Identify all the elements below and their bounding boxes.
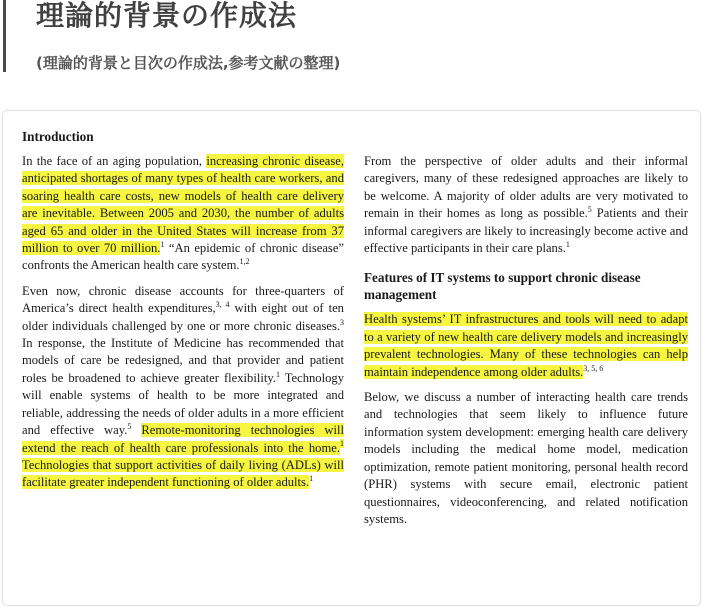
citation: 1,2 <box>239 257 250 267</box>
text-run: From the perspective of older adults and their informal caregivers, many of these redesigned approaches are likely to be welcome. A majority of older adults are very motivated to remain in their homes as long as possible. <box>364 154 688 221</box>
citation: 5 <box>587 205 592 215</box>
text-run: Technology will enable systems of health to be more integrated and reliable, addressing the needs of older adults in a more efficient and effective way. <box>22 370 344 438</box>
citation: 3, 5, 6 <box>583 363 604 373</box>
text-run: Even now, chronic disease accounts for three-quarters of America’s direct health expenditures, <box>22 283 344 316</box>
citation: 1 <box>565 239 570 249</box>
highlighted-text: increasing chronic disease, anticipated shortages of many types of health care workers, and soaring health care costs, new models of health care delivery are inevitable. Between 2005 and 2030, the number of adults aged 65 and older in the United States will increase from 37 million to over 70 million. <box>22 154 344 256</box>
citation: 3 <box>340 317 344 327</box>
highlighted-text: Health systems’ IT infrastructures and tools will need to adapt to a variety of new health care delivery models and increasingly prevalent technologies. Many of these technologies can help maintain independence among older adults. <box>364 312 688 379</box>
paragraph <box>364 153 688 257</box>
citation: 1 <box>160 239 165 249</box>
citation: 1 <box>309 474 314 484</box>
text-run <box>131 423 141 437</box>
section-heading-introduction: Introduction <box>22 129 94 144</box>
text-run: with eight out of ten older individuals challenged by one or more chronic diseases. <box>22 301 344 333</box>
header-accent-bar <box>3 0 6 72</box>
citation: 5 <box>127 421 132 431</box>
paragraph <box>22 153 344 275</box>
citation: 1 <box>340 439 344 449</box>
citation: 1 <box>275 369 280 379</box>
citation: 3, 4 <box>215 300 230 310</box>
page-subtitle: (理論的背景と目次の作成法,参考文献の整理) <box>36 54 341 72</box>
right-column <box>364 128 688 536</box>
highlighted-text: Remote-monitoring technologies will extend the reach of health care professionals into the home. <box>22 423 344 455</box>
paragraph: Below, we discuss a number of interacting health care trends and technologies that seem likely to influence future information system development: emerging health care delivery models including the medical home model, medication optimization, remote patient monitoring, personal health record (PHR) systems with secure email, electronic patient questionnaires, videoconferencing, and related notification systems. <box>364 390 688 526</box>
text-run: In response, the Institute of Medicine has recommended that models of care be redesigned, and that provider and patient roles be broadened to achieve greater flexibility. <box>22 336 344 385</box>
text-run: Patients and their informal caregivers are likely to increasingly become active and effective participants in their care plans. <box>364 206 688 256</box>
paragraph <box>22 283 344 492</box>
section-heading-features: Features of IT systems to support chronic disease management <box>364 270 641 303</box>
text-run: In the face of an aging population, <box>22 154 207 168</box>
left-column <box>22 128 344 500</box>
text-run: “An epidemic of chronic disease” confronts the American health care system. <box>22 241 345 273</box>
page-title: 理論的背景の作成法 <box>36 0 298 32</box>
highlighted-text: Technologies that support activities of daily living (ADLs) will facilitate greater independent functioning of older adults. <box>22 457 344 490</box>
paragraph <box>364 311 688 381</box>
